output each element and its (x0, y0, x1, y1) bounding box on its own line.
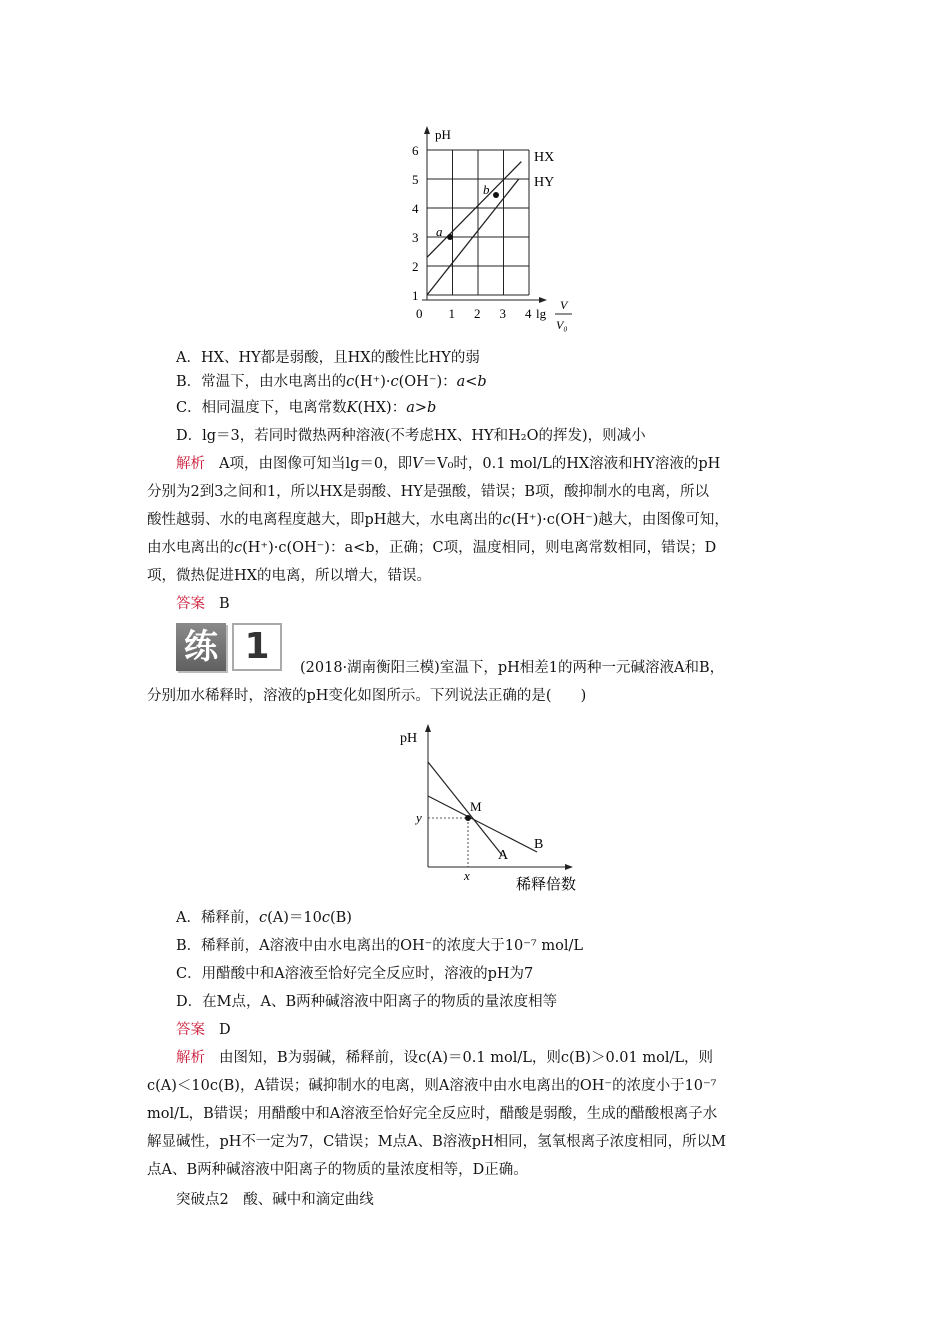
q1-option-c: C．相同温度下，电离常数K(HX)：a>b (176, 400, 437, 416)
section-heading: 突破点2 酸、碱中和滴定曲线 (176, 1192, 374, 1208)
q1-analysis-line1: 解析 A项，由图像可知当lg＝0，即V＝V₀时，0.1 mol/L的HX溶液和HY溶液的pH (176, 456, 721, 472)
x-axis-label-prefix: lg (536, 306, 547, 321)
series-line-hx (427, 162, 521, 258)
x-tick-label: 0 (416, 306, 423, 321)
x-axis-arrow (539, 297, 547, 303)
badge-number: 1 (232, 623, 282, 671)
y-tick-label: 5 (412, 172, 419, 187)
y-axis-label: pH (400, 731, 418, 746)
point-m-label: M (470, 799, 482, 814)
q1-analysis-line5: 项，微热促进HX的电离，所以增大，错误。 (147, 568, 431, 584)
y-tick-label: 2 (412, 259, 419, 274)
x-tick-label: 3 (499, 306, 506, 321)
y-tick-label: 3 (412, 230, 419, 245)
point-a (447, 234, 453, 240)
q2-analysis-line4: 解显碱性，pH不一定为7，C错误；M点A、B溶液pH相同，氢氧根离子浓度相同，所以M (147, 1134, 726, 1150)
series-label-hx: HX (534, 150, 555, 165)
y-axis-arrow (425, 724, 431, 732)
q2-analysis-line2: c(A)＜10c(B)，A错误；碱抑制水的电离，则A溶液中由水电离出的OH⁻的浓度小于10⁻⁷ (147, 1078, 717, 1094)
x-tick-label: 2 (474, 306, 481, 321)
badge-char: 练 (176, 623, 226, 671)
q2-option-d: D．在M点，A、B两种碱溶液中阳离子的物质的量浓度相等 (176, 994, 558, 1010)
point-m (465, 815, 471, 821)
y-axis-arrow (424, 126, 430, 134)
y-tick-label: 1 (412, 288, 419, 303)
q2-option-c: C．用醋酸中和A溶液至恰好完全反应时，溶液的pH为7 (176, 966, 534, 982)
q2-analysis-line5: 点A、B两种碱溶液中阳离子的物质的量浓度相等，D正确。 (147, 1162, 528, 1178)
point-b (493, 192, 499, 198)
x-mark: x (464, 868, 470, 883)
line-a (428, 762, 502, 855)
line-a-label: A (498, 848, 509, 863)
q2-option-a: A．稀释前，c(A)＝10c(B) (176, 910, 352, 926)
q1-answer: 答案 B (176, 596, 230, 612)
analysis-label: 解析 (176, 456, 205, 472)
x-axis-label: 稀释倍数 (516, 875, 577, 893)
q2-analysis-line1: 解析 由图知，B为弱碱，稀释前，设c(A)＝0.1 mol/L，则c(B)＞0.01 mol/L，则 (176, 1050, 713, 1066)
q2-answer: 答案 D (176, 1022, 231, 1038)
point-b-label: b (483, 182, 490, 197)
figure-1-ph-chart (400, 123, 590, 343)
line-b (428, 796, 537, 852)
q2-option-b: B．稀释前，A溶液中由水电离出的OH⁻的浓度大于10⁻⁷ mol/L (176, 938, 583, 954)
q1-analysis-line3: 酸性越弱、水的电离程度越大，即pH越大，水电离出的c(H⁺)·c(OH⁻)越大，由图像可知， (147, 512, 729, 528)
q2-stem-line1: (2018·湖南衡阳三模)室温下，pH相差1的两种一元碱溶液A和B， (300, 660, 725, 676)
x-tick-label: 1 (448, 306, 455, 321)
q1-option-d: D．lg＝3，若同时微热两种溶液(不考虑HX、HY和H₂O的挥发)，则减小 (176, 428, 646, 444)
x-axis-arrow (565, 864, 573, 870)
x-axis-label-numerator: V (560, 298, 568, 312)
y-axis-label: pH (435, 127, 451, 142)
q1-analysis-line2: 分别为2到3之间和1，所以HX是弱酸、HY是强酸，错误；B项，酸抑制水的电离，所以 (147, 484, 710, 500)
q1-option-a: A．HX、HY都是弱酸，且HX的酸性比HY的弱 (176, 350, 480, 366)
point-a-label: a (436, 224, 443, 239)
q1-analysis-line4: 由水电离出的c(H⁺)·c(OH⁻)：a<b，正确；C项，温度相同，则电离常数相同，错误；D (147, 540, 717, 556)
x-axis-label-denominator: V₀ (556, 318, 568, 332)
q2-stem-line2: 分别加水稀释时，溶液的pH变化如图所示。下列说法正确的是( ) (147, 688, 587, 704)
series-label-hy: HY (534, 175, 555, 190)
y-tick-label: 6 (412, 143, 419, 158)
q1-option-b: B．常温下，由水电离出的c(H⁺)·c(OH⁻)：a<b (176, 374, 487, 390)
q2-analysis-line3: mol/L，B错误；用醋酸中和A溶液至恰好完全反应时，醋酸是弱酸，生成的醋酸根离子水 (147, 1106, 718, 1122)
figure-2-dilution-chart (392, 722, 612, 902)
y-mark: y (416, 810, 422, 825)
y-tick-label: 4 (412, 201, 419, 216)
line-b-label: B (534, 837, 544, 852)
x-tick-label: 4 (525, 306, 532, 321)
